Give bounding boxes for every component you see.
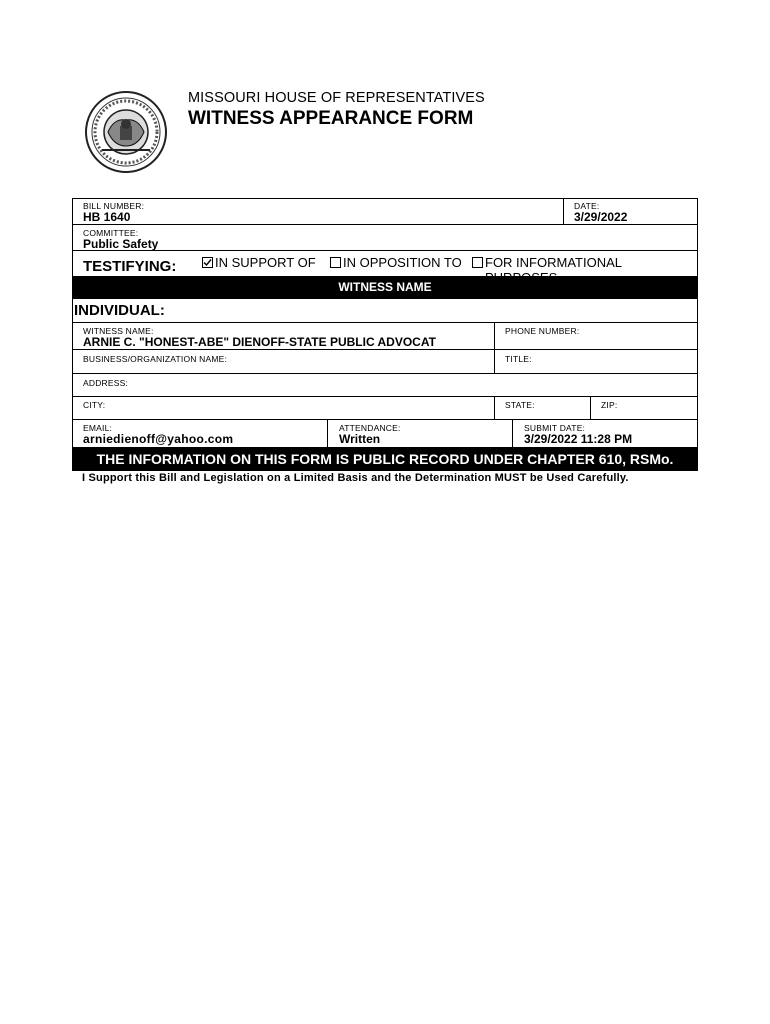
- testifying-label: TESTIFYING:: [83, 258, 177, 275]
- witness-name-value: ARNIE C. "HONEST-ABE" DIENOFF-STATE PUBLIC ADVOCAT: [83, 335, 436, 349]
- committee-value: Public Safety: [83, 237, 159, 251]
- support-checkbox[interactable]: [202, 257, 213, 268]
- committee-label: COMMITTEE:: [83, 228, 139, 238]
- state-cell: [494, 396, 591, 420]
- public-record-notice-bar: THE INFORMATION ON THIS FORM IS PUBLIC RECORD UNDER CHAPTER 610, RSMo.: [72, 448, 698, 471]
- business-name-cell: [72, 349, 495, 374]
- informational-checkbox[interactable]: [472, 257, 483, 268]
- submit-date-value: 3/29/2022 11:28 PM: [524, 432, 633, 446]
- individual-label: INDIVIDUAL:: [74, 302, 165, 319]
- city-label: CITY:: [83, 400, 106, 410]
- opposition-option-label: IN OPPOSITION TO: [343, 255, 462, 270]
- organization-name: MISSOURI HOUSE OF REPRESENTATIVES: [188, 90, 485, 106]
- date-cell: [563, 198, 698, 225]
- opposition-checkbox[interactable]: [330, 257, 341, 268]
- testifying-row: [72, 250, 698, 277]
- witness-name-cell: [72, 322, 495, 350]
- business-name-label: BUSINESS/ORGANIZATION NAME:: [83, 354, 228, 364]
- support-option-label: IN SUPPORT OF: [215, 255, 316, 270]
- witness-name-label: WITNESS NAME:: [83, 326, 154, 336]
- title-label: TITLE:: [505, 354, 532, 364]
- email-value: arniedienoff@yahoo.com: [83, 432, 234, 446]
- bill-number-cell: [72, 198, 564, 225]
- address-cell: [72, 373, 698, 397]
- submit-date-cell: [512, 419, 698, 448]
- title-cell: [494, 349, 698, 374]
- phone-number-label: PHONE NUMBER:: [505, 326, 580, 336]
- witness-form: [72, 198, 698, 471]
- bill-number-value: HB 1640: [83, 210, 131, 224]
- zip-cell: [590, 396, 698, 420]
- attendance-label: ATTENDANCE:: [339, 423, 401, 433]
- state-seal-icon: [84, 90, 168, 174]
- email-cell: [72, 419, 328, 448]
- individual-row: [72, 298, 698, 323]
- phone-number-cell: [494, 322, 698, 350]
- witness-name-header-bar: WITNESS NAME: [72, 276, 698, 299]
- date-label: DATE:: [574, 201, 600, 211]
- date-value: 3/29/2022: [574, 210, 628, 224]
- witness-comment: I Support this Bill and Legislation on a Limited Basis and the Determination MUST be Used Carefully.: [82, 472, 629, 484]
- form-title: WITNESS APPEARANCE FORM: [188, 108, 474, 129]
- state-label: STATE:: [505, 400, 535, 410]
- committee-cell: [72, 224, 698, 251]
- informational-option-label: FOR INFORMATIONAL: [485, 255, 622, 270]
- bill-number-label: BILL NUMBER:: [83, 201, 145, 211]
- zip-label: ZIP:: [601, 400, 618, 410]
- email-label: EMAIL:: [83, 423, 113, 433]
- address-label: ADDRESS:: [83, 378, 129, 388]
- city-cell: [72, 396, 495, 420]
- checkmark-icon: [203, 258, 212, 267]
- attendance-value: Written: [339, 432, 381, 446]
- attendance-cell: [327, 419, 513, 448]
- submit-date-label: SUBMIT DATE:: [524, 423, 586, 433]
